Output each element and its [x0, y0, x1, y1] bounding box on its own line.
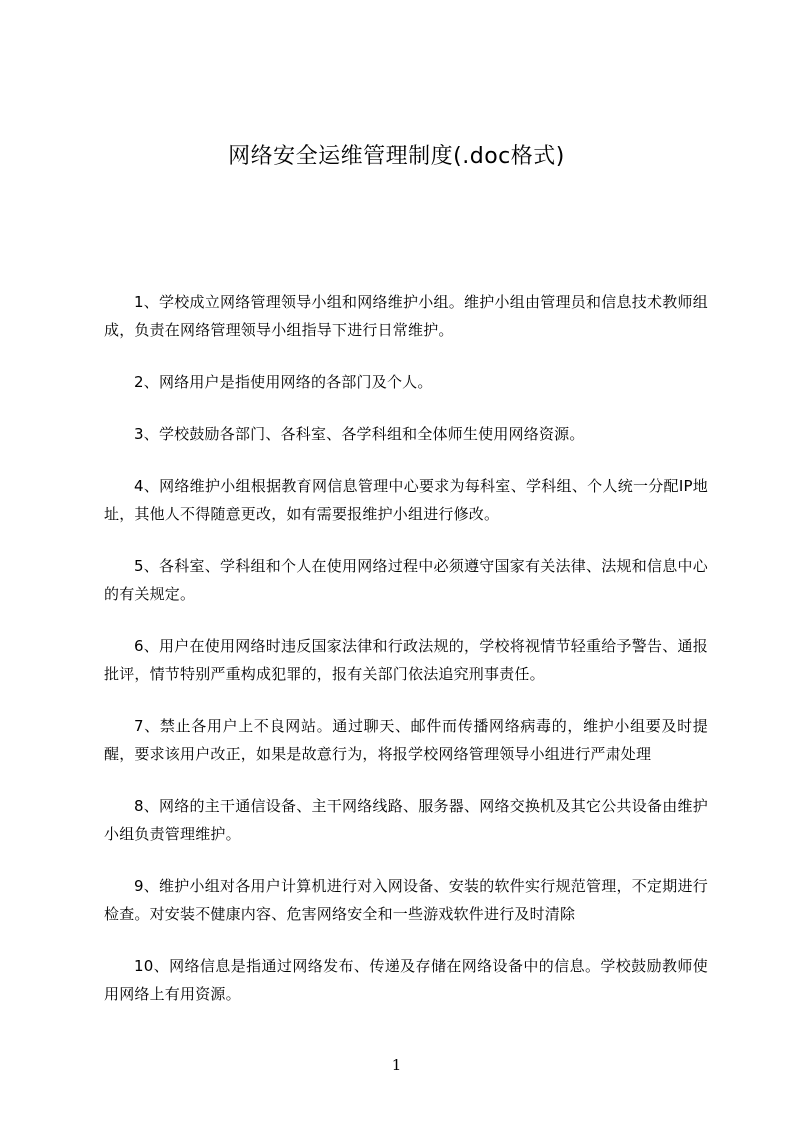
document-body: [104, 288, 708, 1032]
paragraph-9: 9、维护小组对各用户计算机进行对入网设备、安装的软件实行规范管理，不定期进行检查。对安装不健康内容、危害网络安全和一些游戏软件进行及时清除: [104, 877, 708, 923]
paragraph-2: 2、网络用户是指使用网络的各部门及个人。: [134, 373, 433, 391]
paragraph-1: 1、学校成立网络管理领导小组和网络维护小组。维护小组由管理员和信息技术教师组成，负责在网络管理领导小组指导下进行日常维护。: [104, 293, 708, 339]
page-number: 1: [391, 1056, 402, 1074]
paragraph-4: 4、网络维护小组根据教育网信息管理中心要求为每科室、学科组、个人统一分配IP地址，其他人不得随意更改，如有需要报维护小组进行修改。: [104, 477, 708, 523]
paragraph-8: 8、网络的主干通信设备、主干网络线路、服务器、网络交换机及其它公共设备由维护小组负责管理维护。: [104, 797, 708, 843]
paragraph-3: 3、学校鼓励各部门、各科室、各学科组和全体师生使用网络资源。: [134, 425, 585, 443]
paragraph-7: 7、禁止各用户上不良网站。通过聊天、邮件而传播网络病毒的，维护小组要及时提醒，要求该用户改正，如果是故意行为，将报学校网络管理领导小组进行严肃处理: [104, 717, 708, 763]
paragraph-10: 10、网络信息是指通过网络发布、传递及存储在网络设备中的信息。学校鼓励教师使用网络上有用资源。: [104, 957, 708, 1003]
document-title: 网络安全运维管理制度(.doc格式): [228, 144, 565, 169]
paragraph-5: 5、各科室、学科组和个人在使用网络过程中必须遵守国家有关法律、法规和信息中心的有关规定。: [104, 557, 708, 603]
paragraph-6: 6、用户在使用网络时违反国家法律和行政法规的，学校将视情节轻重给予警告、通报批评，情节特别严重构成犯罪的，报有关部门依法追究刑事责任。: [104, 637, 708, 683]
